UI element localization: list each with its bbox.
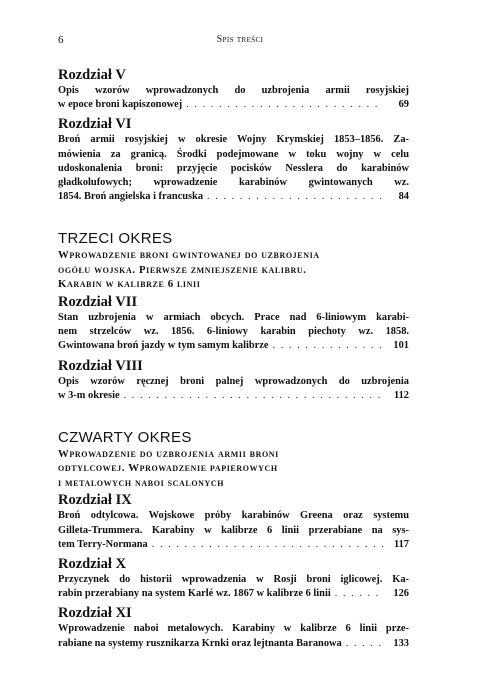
toc-entry-text: rabin przerabiany na system Karlé wz. 1867 w kalibrze 6 linii	[58, 588, 331, 600]
dot-leader	[207, 190, 383, 204]
dot-leader	[186, 98, 383, 112]
chapter-heading: Rozdział VIII	[58, 357, 143, 374]
chapter-heading: Rozdział V	[58, 67, 126, 83]
toc-entry-line	[58, 162, 409, 176]
toc-entry-line	[58, 375, 409, 389]
toc-entry-line	[58, 311, 409, 325]
toc-entry-text: Opis wzorów wprowadzonych do uzbrojenia armii rosyjskiej	[58, 85, 409, 96]
running-title: Spis treści	[216, 34, 264, 45]
dot-leader	[124, 389, 383, 403]
dot-leader	[346, 637, 383, 651]
toc-entry-line	[58, 176, 409, 190]
toc-entry-text: w 3-m okresie	[58, 389, 120, 401]
toc-entry	[58, 622, 409, 650]
toc-entry-text: udoskonalenia broni: przyjęcie pocisków Nesslera do karabinów	[58, 162, 409, 174]
chapter-heading: Rozdział X	[58, 556, 127, 573]
toc-entry-line	[58, 148, 409, 162]
toc-page-number: 84	[398, 191, 409, 203]
toc-entry	[58, 84, 409, 112]
period-subtitle	[58, 447, 409, 491]
toc-entry-line	[58, 622, 409, 636]
toc-entry-last-line	[58, 538, 409, 552]
toc-entry-text: rabiane na systemy rusznikarza Krnki oraz lejtnanta Baranowa	[58, 637, 342, 649]
toc-entry-text: Broń odtylcowa. Wojskowe próby karabinów Greena oraz systemu	[58, 510, 409, 522]
toc-page-number: 69	[398, 99, 409, 111]
toc-entry-text: Broń armii rosyjskiej w okresie Wojny Krymskiej 1853–1856. Za-	[58, 134, 409, 146]
toc-entry-text: w epoce broni kapiszonowej	[58, 99, 183, 111]
period-subtitle-line: Karabin w kalibrze 6 linii	[58, 278, 201, 291]
period-subtitle-line: Wprowadzenie broni gwintowanej do uzbrojenia	[58, 249, 320, 262]
toc-entry-text: nem strzelców wz. 1856. 6-liniowy karabin piechoty wz. 1858.	[58, 326, 409, 338]
toc-entry-text: gładkolufowych; wprowadzenie karabinów gwintowanych wz.	[58, 177, 409, 189]
period-subtitle-line: i metalowych naboi scalonych	[58, 476, 225, 489]
period-subtitle-line: odtylcowej. Wprowadzenie papierowych	[58, 462, 278, 475]
toc-entry	[58, 375, 409, 403]
toc-entry-line	[58, 325, 409, 339]
period-subtitle	[58, 248, 409, 292]
chapter-heading: Rozdział XI	[58, 605, 132, 622]
toc-page-number: 117	[393, 538, 409, 550]
toc-entry-last-line	[58, 389, 409, 403]
chapter-heading: Rozdział IX	[58, 492, 132, 509]
toc-entry-last-line	[58, 587, 409, 601]
period-heading: TRZECI OKRES	[58, 230, 173, 248]
toc-entry-text: Gilleta-Trummera. Karabiny w kalibrze 6 linii przerabiane na sys-	[58, 524, 409, 536]
dot-leader	[273, 339, 383, 353]
toc-entry-last-line	[58, 339, 409, 353]
toc-entry	[58, 311, 409, 354]
toc-page-number: 133	[393, 637, 409, 649]
toc-entry-last-line	[58, 190, 409, 204]
toc-entry-line	[58, 84, 409, 98]
toc-entry-text: mówienia za granicą. Środki podejmowane w toku wojny w celu	[58, 148, 409, 160]
dot-leader	[152, 538, 383, 552]
section-spacer	[58, 406, 409, 428]
period-subtitle-line: Wprowadzenie do uzbrojenia armii broni	[58, 447, 279, 460]
dot-leader	[335, 587, 383, 601]
toc-entry-text: Opis wzorów ręcznej broni palnej wprowadzonych do uzbrojenia	[58, 375, 409, 387]
toc-entry-line	[58, 524, 409, 538]
toc-entry-text: Wprowadzenie naboi metalowych. Karabiny w kalibrze 6 linii prze-	[58, 623, 409, 635]
toc-entry-last-line	[58, 637, 409, 651]
toc-entry	[58, 509, 409, 552]
toc-entry-text: tem Terry-Normana	[58, 538, 148, 550]
toc-page-number: 126	[393, 588, 409, 600]
toc-entry	[58, 133, 409, 204]
page-header	[58, 34, 422, 48]
toc-entry-text: Stan uzbrojenia w armiach obcych. Prace nad 6-liniowym karabi-	[58, 311, 409, 323]
toc-entry-line	[58, 573, 409, 587]
chapter-heading: Rozdział VII	[58, 293, 138, 310]
period-heading: CZWARTY OKRES	[58, 428, 192, 446]
toc-entry-line	[58, 133, 409, 147]
period-subtitle-line: ogółu wojska. Pierwsze zmniejszenie kalibru.	[58, 263, 307, 276]
toc-entry-text: Przyczynek do historii wprowadzenia w Rosji broni iglicowej. Ka-	[58, 574, 409, 586]
chapter-heading: Rozdział VI	[58, 116, 132, 133]
toc-entry-line	[58, 509, 409, 523]
toc-page-number: 101	[393, 340, 409, 352]
toc-entry-last-line	[58, 98, 409, 112]
page-number: 6	[58, 34, 64, 46]
toc-entry-text: Gwintowana broń jazdy w tym samym kalibrze	[58, 340, 269, 352]
toc-entry	[58, 573, 409, 601]
section-spacer	[58, 207, 409, 229]
toc-page-number: 112	[393, 389, 409, 401]
table-of-contents	[58, 66, 409, 654]
toc-entry-text: 1854. Broń angielska i francuska	[58, 191, 204, 203]
